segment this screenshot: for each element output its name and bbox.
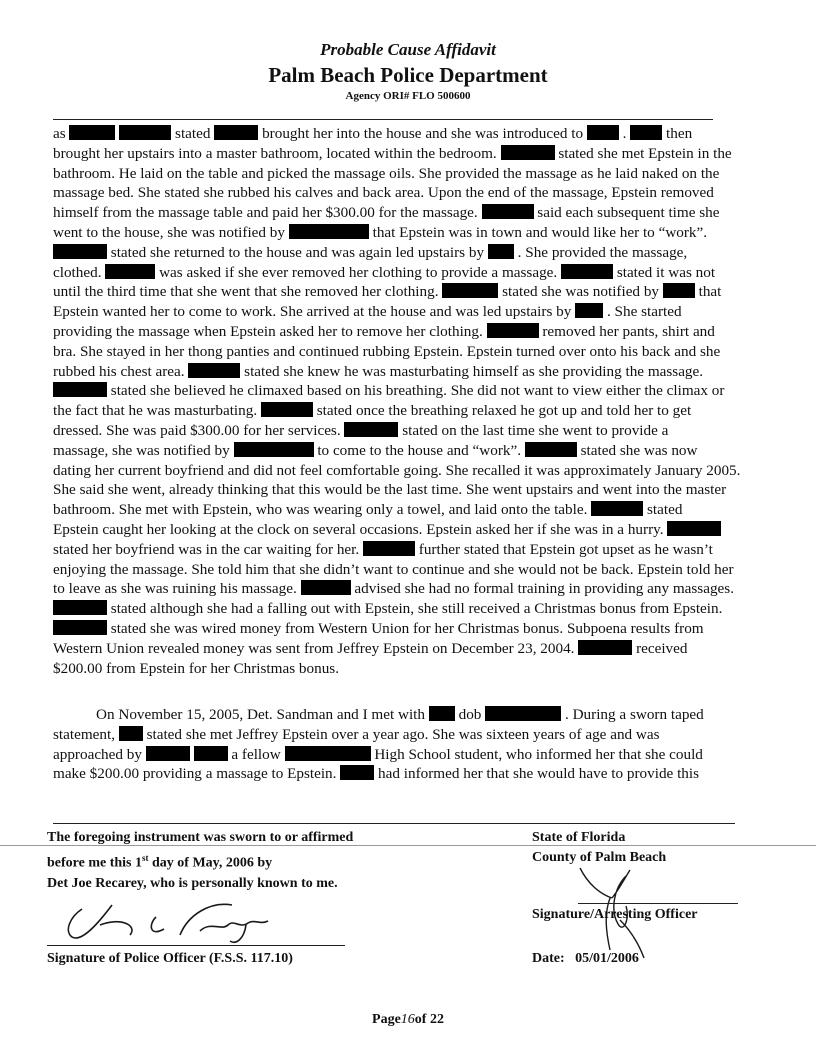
text-run: providing the massage when Epstein asked her to remove her clothing. — [53, 322, 483, 340]
text-run: High School student, who informed her that she could — [374, 745, 703, 763]
text-line — [53, 381, 793, 401]
text-run: stated — [647, 501, 683, 519]
arresting-signature-line — [578, 903, 738, 904]
narrative-paragraph-2 — [53, 705, 793, 784]
redaction-block — [234, 442, 314, 457]
text-line — [53, 263, 793, 283]
redaction-block — [214, 125, 258, 140]
police-officer-signature — [60, 895, 290, 950]
text-line — [53, 619, 793, 639]
footer-divider — [53, 823, 735, 824]
text-line — [53, 659, 793, 679]
text-line — [53, 540, 793, 560]
redaction-block — [340, 765, 374, 780]
text-run: brought her upstairs into a master bathroom, located within the bedroom. — [53, 144, 497, 162]
date-value: 05/01/2006 — [575, 951, 639, 966]
text-line — [53, 342, 793, 362]
handwritten-page-number: 16 — [400, 1012, 415, 1027]
text-run: She said she went, already thinking that this would be the last time. She went upstairs and went into the master — [53, 481, 727, 499]
text-line — [53, 421, 793, 441]
redaction-block — [53, 620, 107, 635]
redaction-block — [53, 382, 107, 397]
text-run: $200.00 from Epstein for her Christmas bonus. — [53, 659, 339, 677]
text-run: stated her boyfriend was in the car waiting for her. — [53, 540, 360, 558]
text-run: approached by — [53, 745, 142, 763]
redaction-block — [575, 303, 603, 318]
text-run: . She started — [606, 303, 682, 321]
text-line — [53, 401, 793, 421]
redaction-block — [429, 706, 455, 721]
text-run: dob — [458, 706, 482, 723]
text-run: stated on the last time she went to provide a — [402, 421, 669, 439]
redaction-block — [289, 224, 369, 239]
police-signature-line — [47, 945, 345, 946]
text-run: bathroom. He laid on the table and picked the massage oils. She provided the massage as he laid naked on the — [53, 164, 720, 182]
text-line — [53, 480, 793, 500]
text-run: said each subsequent time she — [537, 204, 720, 222]
redaction-block — [105, 264, 155, 279]
text-run: stated she was notified by — [502, 283, 660, 301]
text-run: Epstein caught her looking at the clock on several occasions. Epstein asked her if she was in a hurry. — [53, 520, 664, 538]
redaction-block — [69, 125, 115, 140]
text-run: had informed her that she would have to provide this — [378, 765, 700, 783]
redaction-block — [301, 580, 351, 595]
text-run: the fact that he was masturbating. — [53, 402, 258, 420]
text-run: stated although she had a falling out with Epstein, she still received a Christmas bonus from Epstein. — [110, 600, 723, 618]
text-run: received — [636, 639, 688, 657]
text-run: statement, — [53, 725, 115, 743]
text-run: Western Union revealed money was sent from Jeffrey Epstein on December 23, 2004. — [53, 639, 575, 657]
text-run: dating her current boyfriend and did not feel comfortable going. She recalled it was approximately January 2005. — [53, 461, 741, 479]
text-line — [53, 639, 793, 659]
text-run: further stated that Epstein got upset as he wasn’t — [418, 540, 713, 558]
redaction-block — [344, 422, 398, 437]
text-line — [53, 560, 793, 580]
department-name: Palm Beach Police Department — [268, 63, 548, 87]
redaction-block — [261, 402, 313, 417]
text-line — [53, 705, 793, 725]
text-run: a fellow — [231, 745, 281, 763]
text-run: stated she was wired money from Western Union for her Christmas bonus. Subpoena results from — [110, 619, 704, 637]
text-run: dressed. She was paid $300.00 for her services. — [53, 421, 341, 439]
text-run: enjoying the massage. She told him that she didn’t want to continue and she would not be back. Epstein told her — [53, 560, 734, 578]
redaction-block — [188, 363, 240, 378]
notary-line-3: Det Joe Recarey, who is personally known to me. — [47, 875, 338, 891]
text-run: went to the house, she was notified by — [53, 223, 285, 241]
text-line — [53, 764, 793, 784]
redaction-block — [194, 746, 228, 761]
text-run: then — [666, 125, 693, 142]
notary-line-1: The foregoing instrument was sworn to or affirmed — [47, 830, 354, 845]
text-run: stated — [175, 125, 211, 142]
text-run: stated she believed he climaxed based on his breathing. She did not want to view either the climax or — [110, 382, 725, 400]
redaction-block — [119, 125, 171, 140]
text-line — [53, 725, 793, 745]
text-run: that Epstein was in town and would like her to “work”. — [372, 223, 708, 241]
text-run: stated once the breathing relaxed he got up and told her to get — [316, 402, 692, 420]
text-run: massage, she was notified by — [53, 441, 230, 459]
text-run: was asked if she ever removed her clothing to provide a massage. — [159, 263, 558, 281]
text-run: to leave as she was ruining his massage. — [53, 580, 297, 598]
text-line — [53, 362, 793, 382]
notary-line-2: before me this 1st day of May, 2006 by — [47, 853, 273, 871]
text-run: rubbed his chest area. — [53, 362, 185, 380]
text-line — [53, 183, 793, 203]
text-run: that — [698, 283, 722, 301]
redaction-block — [487, 323, 539, 338]
text-run: stated she met Jeffrey Epstein over a year ago. She was sixteen years of age and was — [146, 725, 660, 743]
text-run: stated she returned to the house and was again led upstairs by — [110, 243, 485, 261]
text-line — [53, 322, 793, 342]
redaction-block — [525, 442, 577, 457]
text-run: advised she had no formal training in providing any massages. — [354, 580, 734, 598]
redaction-block — [285, 746, 371, 761]
redaction-block — [630, 125, 662, 140]
text-line — [53, 302, 793, 322]
text-line — [53, 243, 793, 263]
redaction-block — [442, 283, 498, 298]
text-run: to come to the house and “work”. — [317, 441, 522, 459]
arresting-signature-label: Signature/Arresting Officer — [532, 907, 698, 922]
redaction-block — [53, 244, 107, 259]
signature-date: Date: 05/01/2006 — [532, 951, 639, 966]
text-run: . During a sworn taped — [564, 706, 704, 723]
text-line — [53, 203, 793, 223]
text-run: removed her pants, shirt and — [542, 322, 715, 340]
text-run: clothed. — [53, 263, 102, 281]
text-line — [53, 599, 793, 619]
redaction-block — [363, 541, 415, 556]
text-line — [53, 164, 793, 184]
text-line — [53, 500, 793, 520]
redaction-block — [146, 746, 190, 761]
text-run: bathroom. She met with Epstein, who was wearing only a towel, and laid onto the table. — [53, 501, 588, 519]
agency-ori: Agency ORI# FLO 500600 — [345, 90, 471, 102]
text-run: until the third time that she went that she removed her clothing. — [53, 283, 439, 301]
text-run: brought her into the house and she was introduced to — [262, 125, 584, 142]
header-divider — [53, 119, 713, 120]
text-line — [53, 223, 793, 243]
text-run: stated she knew he was masturbating himself as she providing the massage. — [244, 362, 704, 380]
text-line — [53, 441, 793, 461]
text-line — [53, 461, 793, 481]
text-run: stated she met Epstein in the — [558, 144, 732, 162]
redaction-block — [482, 204, 534, 219]
redaction-block — [587, 125, 619, 140]
text-run: as — [53, 125, 66, 142]
redaction-block — [578, 640, 632, 655]
text-line — [53, 124, 793, 144]
redaction-block — [561, 264, 613, 279]
text-line — [53, 282, 793, 302]
redaction-block — [663, 283, 695, 298]
text-run: . — [622, 125, 627, 142]
redaction-block — [501, 145, 555, 160]
notary-statement — [47, 828, 353, 894]
redaction-block — [667, 521, 721, 536]
text-run: massage bed. She stated she rubbed his calves and back area. Upon the end of the massage, Epstein removed — [53, 184, 714, 202]
county-label: County of Palm Beach — [532, 850, 667, 865]
text-run: make $200.00 providing a massage to Epstein. — [53, 765, 337, 783]
text-line — [53, 579, 793, 599]
redaction-block — [485, 706, 561, 721]
text-run: Epstein wanted her to come to work. She arrived at the house and was led upstairs by — [53, 303, 572, 321]
narrative-paragraph-1 — [53, 124, 793, 678]
text-run: On November 15, 2005, Det. Sandman and I met with — [96, 706, 426, 723]
police-signature-label: Signature of Police Officer (F.S.S. 117.10) — [47, 951, 293, 966]
text-run: bra. She stayed in her thong panties and continued rubbing Epstein. Epstein turned over onto his back and she — [53, 342, 721, 360]
text-run: stated she was now — [580, 441, 698, 459]
text-line — [53, 745, 793, 765]
redaction-block — [119, 726, 143, 741]
affidavit-title: Probable Cause Affidavit — [320, 40, 496, 59]
page-number: Page16of 22 — [372, 1012, 444, 1027]
redaction-block — [591, 501, 643, 516]
text-run: . She provided the massage, — [517, 243, 688, 261]
redaction-block — [488, 244, 514, 259]
text-run: himself from the massage table and paid her $300.00 for the massage. — [53, 204, 478, 222]
state-label: State of Florida — [532, 830, 626, 845]
text-line — [53, 144, 793, 164]
text-line — [53, 520, 793, 540]
text-run: stated it was not — [616, 263, 716, 281]
redaction-block — [53, 600, 107, 615]
